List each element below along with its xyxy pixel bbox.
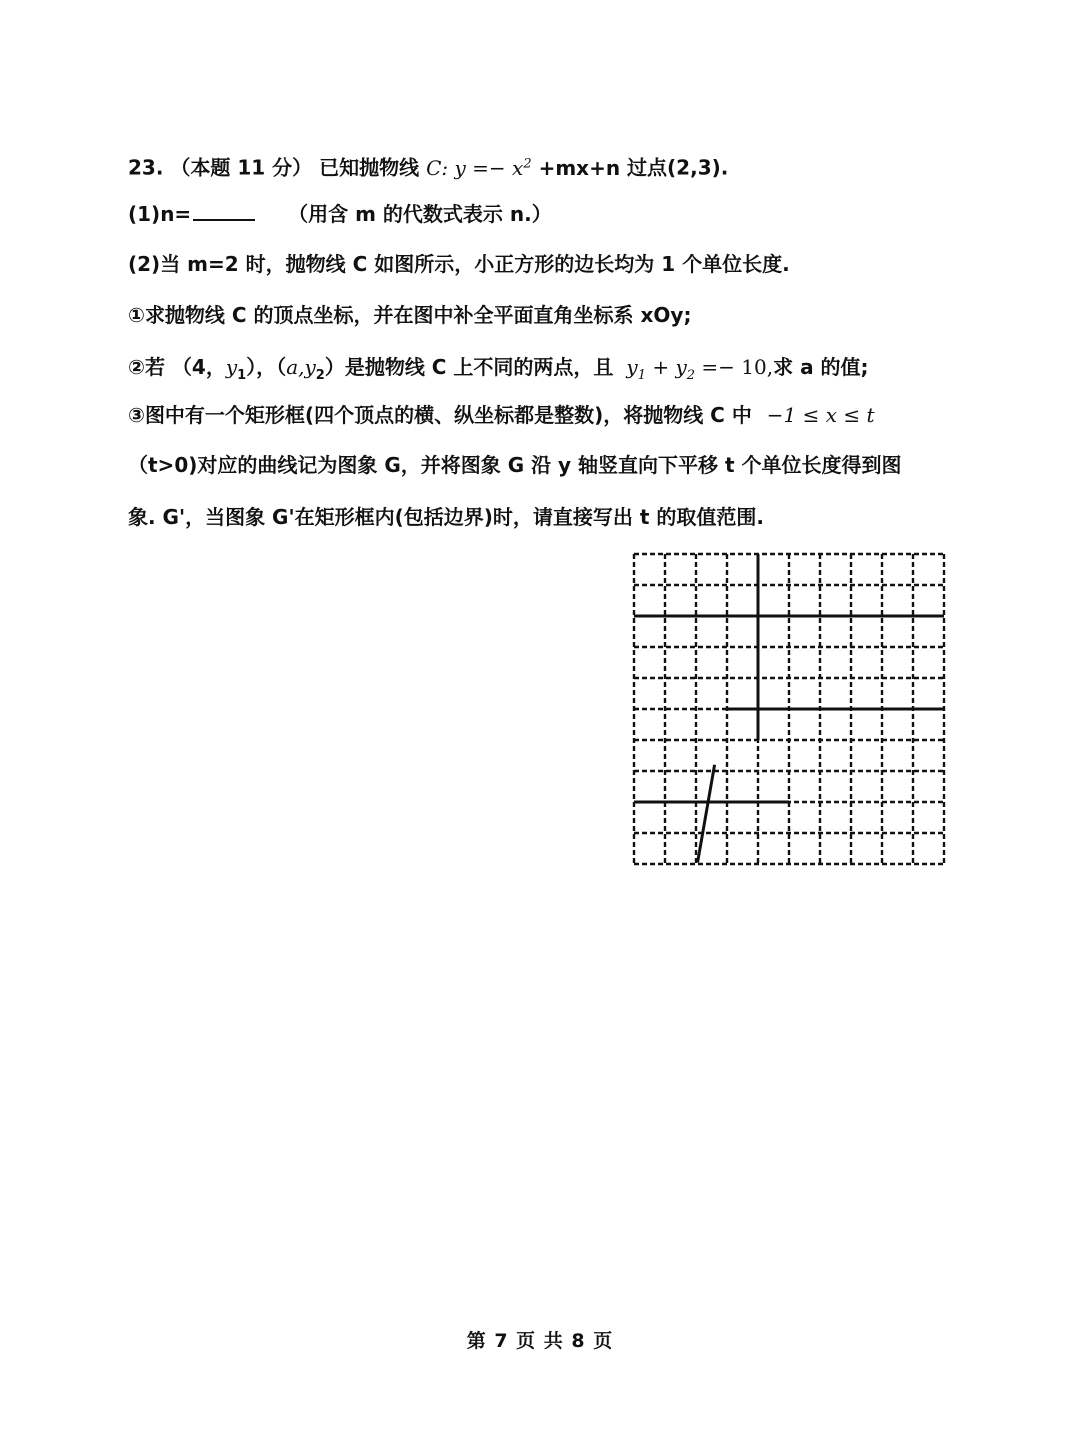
question-score: （本题 11 分） (170, 155, 313, 180)
marker-3: ③ (128, 403, 145, 427)
sum-equation: $y_1 + y_2 =- 10$, (626, 355, 774, 383)
stem-suffix: 过点(2,3). (627, 155, 729, 180)
sub1-text: 求抛物线 C 的顶点坐标，并在图中补全平面直角坐标系 xOy; (144, 303, 692, 327)
part2-intro: (2)当 m=2 时，抛物线 C 如图所示，小正方形的边长均为 1 个单位长度. (128, 252, 790, 276)
parabola-grid-figure (630, 550, 956, 870)
parabola-curve (698, 765, 715, 863)
marker-2: ② (128, 355, 145, 379)
part2-sub3-line3: 象. G'，当图象 G'在矩形框内(包括边界)时，请直接写出 t 的取值范围. (128, 505, 764, 529)
part2-sub3-line2: （t>0)对应的曲线记为图象 G，并将图象 G 沿 y 轴竖直向下平移 t 个单位长度得到图 (128, 453, 902, 477)
part1 (128, 200, 552, 228)
stem-prefix: 已知抛物线 (319, 155, 420, 180)
question-stem (128, 150, 728, 182)
marker-1: ① (128, 303, 145, 327)
part2-sub3-line1: ③图中有一个矩形框(四个顶点的横、纵坐标都是整数)，将抛物线 C 中 −1 ≤ x ≤ t (128, 403, 875, 427)
page-footer: 第 7 页 共 8 页 (466, 1330, 614, 1352)
range-inequality: −1 ≤ x ≤ t (766, 403, 875, 427)
part2-sub1 (128, 301, 691, 329)
part1-label: (1)n= (128, 202, 192, 226)
question-number: 23. (128, 155, 164, 180)
part1-note: （用含 m 的代数式表示 n.） (288, 202, 552, 226)
stem-formula: C: $y =- x^2 +mx+n$ (426, 155, 621, 180)
part2-sub2: ②若 （4，$y_1$），$(a,y_2)$是抛物线 C 上不同的两点，且 $y_1 + y_2 =- 10$,求 a 的值; (128, 355, 869, 383)
answer-blank[interactable] (193, 201, 255, 221)
